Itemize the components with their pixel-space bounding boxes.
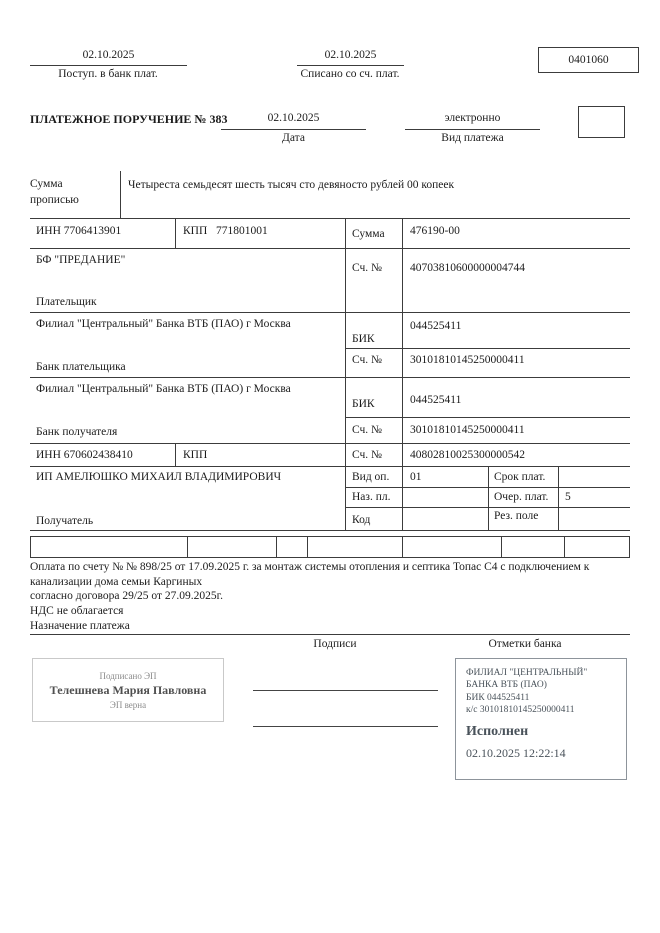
table-line <box>30 443 630 444</box>
payment-kind-underline <box>405 129 540 130</box>
table-line <box>30 557 630 558</box>
payee-account-label: Сч. № <box>352 449 383 461</box>
payer-account-label: Сч. № <box>352 262 383 274</box>
payee-bank-account-label: Сч. № <box>352 424 383 436</box>
purpose-line1: Оплата по счету № № 898/25 от 17.09.2025 г. за монтаж системы отопления и септика Топас С4 с подключением к канализации дома семьи Каргиных <box>30 561 590 588</box>
date-underline <box>221 129 366 130</box>
payer-bank-section-label: Банк плательщика <box>36 361 126 373</box>
table-line <box>345 348 630 349</box>
purpose-line2: согласно договора 29/25 от 27.09.2025г. <box>30 590 223 602</box>
table-line <box>30 536 31 557</box>
payer-bank-account-label: Сч. № <box>352 354 383 366</box>
amount-words-divider <box>120 171 121 218</box>
table-line <box>488 466 489 530</box>
document-date: 02.10.2025 <box>267 112 320 124</box>
payment-kind-value: электронно <box>444 112 501 124</box>
payee-bank-account: 30101810145250000411 <box>410 424 525 436</box>
debited-from-account-date: 02.10.2025 <box>324 49 377 61</box>
purpose-line3: НДС не облагается <box>30 605 124 617</box>
payee-section-label: Получатель <box>36 515 94 527</box>
form-code-box <box>538 47 639 73</box>
payer-kpp-label: КПП <box>183 225 208 237</box>
table-line <box>175 443 176 466</box>
ocher-plat-value: 5 <box>565 491 571 503</box>
payer-kpp-value: 771801001 <box>216 225 268 237</box>
e-signature-stamp <box>32 658 224 722</box>
table-line <box>187 536 188 557</box>
srok-plat-label: Срок плат. <box>494 471 546 483</box>
rez-pole-label: Рез. поле <box>494 510 539 522</box>
signer-name: Телешнева Мария Павловна <box>49 682 207 697</box>
purpose-underline <box>30 634 630 635</box>
document-title: ПЛАТЕЖНОЕ ПОРУЧЕНИЕ № 383 <box>30 112 228 126</box>
received-in-bank-date: 02.10.2025 <box>82 49 135 61</box>
purpose-section-label: Назначение платежа <box>30 620 130 632</box>
payee-bank-bik-label: БИК <box>352 398 375 410</box>
date-label: Дата <box>282 132 305 144</box>
payment-kind-label: Вид платежа <box>441 132 504 144</box>
table-line <box>30 530 630 531</box>
payer-inn: ИНН 7706413901 <box>36 225 122 237</box>
payer-bank-bik: 044525411 <box>410 320 462 332</box>
table-line <box>307 536 308 557</box>
sum-label: Сумма <box>352 228 385 240</box>
signed-with-esign-label: Подписано ЭП <box>99 670 157 681</box>
received-date-underline <box>30 65 187 66</box>
payer-account: 40703810600000004744 <box>410 262 525 274</box>
signature-line-1 <box>253 690 438 691</box>
table-line <box>345 417 630 418</box>
table-line <box>30 466 630 467</box>
table-line <box>345 218 346 530</box>
payer-section-label: Плательщик <box>36 296 97 308</box>
table-line <box>30 312 630 313</box>
payee-inn: ИНН 670602438410 <box>36 449 133 461</box>
received-in-bank-label: Поступ. в банк плат. <box>58 68 158 80</box>
table-line <box>30 536 630 537</box>
debited-date-underline <box>297 65 404 66</box>
debited-from-account-label: Списано со сч. плат. <box>300 68 400 80</box>
table-line <box>558 466 559 530</box>
table-line <box>276 536 277 557</box>
bank-marks-heading: Отметки банка <box>488 638 562 650</box>
esign-valid-label: ЭП верна <box>109 699 147 710</box>
table-line <box>564 536 565 557</box>
payer-bank-name: Филиал "Центральный" Банка ВТБ (ПАО) г Москва <box>36 318 291 330</box>
table-line <box>30 248 630 249</box>
payer-name: БФ "ПРЕДАНИЕ" <box>36 254 126 266</box>
naz-pl-label: Наз. пл. <box>352 491 391 503</box>
amount-words-value: Четыреста семьдесят шесть тысяч сто девяносто рублей 00 копеек <box>128 179 455 191</box>
table-line <box>629 536 630 557</box>
status-code-box <box>578 106 625 138</box>
table-line <box>402 536 403 557</box>
table-line <box>501 536 502 557</box>
stamp-bik: БИК 044525411 <box>466 692 530 703</box>
stamp-status: Исполнен <box>466 724 529 740</box>
payee-bank-section-label: Банк получателя <box>36 426 118 438</box>
vid-op-label: Вид оп. <box>352 471 390 483</box>
payee-account: 40802810025300000542 <box>410 449 525 461</box>
vid-op-value: 01 <box>410 471 422 483</box>
payee-bank-bik: 044525411 <box>410 394 462 406</box>
payer-bank-account: 30101810145250000411 <box>410 354 525 366</box>
stamp-datetime: 02.10.2025 12:22:14 <box>466 746 566 761</box>
table-line <box>175 218 176 248</box>
table-line <box>30 218 630 219</box>
kod-label: Код <box>352 514 371 526</box>
ocher-plat-label: Очер. плат. <box>494 491 549 503</box>
payee-kpp-label: КПП <box>183 449 208 461</box>
table-line <box>402 218 403 530</box>
bank-execution-stamp <box>455 658 627 780</box>
stamp-bank-name: ФИЛИАЛ "ЦЕНТРАЛЬНЫЙ" БАНКА ВТБ (ПАО) <box>466 668 588 691</box>
table-line <box>30 377 630 378</box>
form-code: 0401060 <box>568 54 609 66</box>
sum-value: 476190-00 <box>410 225 460 237</box>
payee-name: ИП АМЕЛЮШКО МИХАИЛ ВЛАДИМИРОВИЧ <box>36 471 282 483</box>
payer-bank-bik-label: БИК <box>352 333 375 345</box>
stamp-corr-account: к/с 30101810145250000411 <box>466 705 575 716</box>
amount-words-label: Сумма прописью <box>30 178 79 206</box>
signatures-heading: Подписи <box>313 638 357 650</box>
payee-bank-name: Филиал "Центральный" Банка ВТБ (ПАО) г Москва <box>36 383 291 395</box>
signature-line-2 <box>253 726 438 727</box>
